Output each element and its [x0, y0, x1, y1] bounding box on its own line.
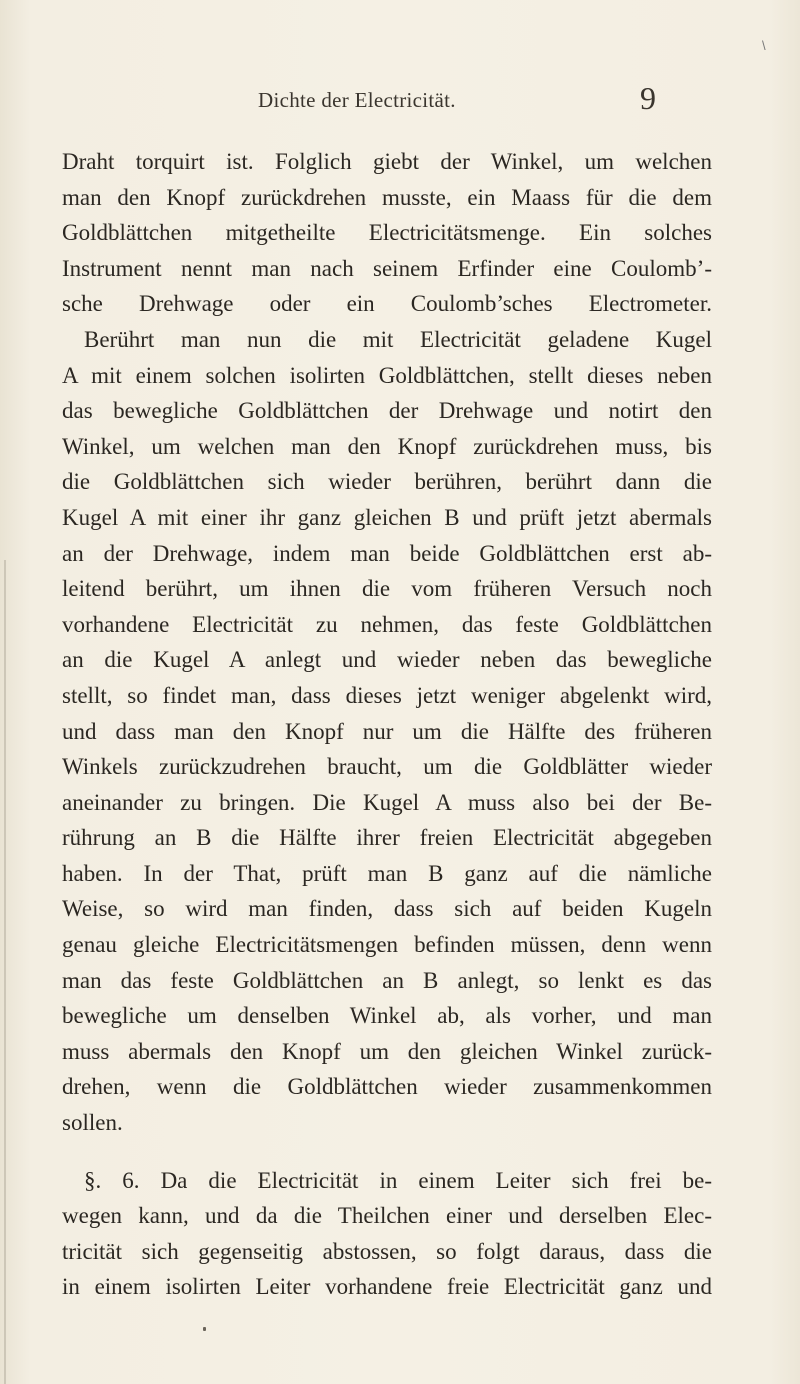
page-edge-shadow — [4, 560, 6, 1384]
page-number: 9 — [640, 80, 656, 116]
ink-speck — [203, 1327, 206, 1331]
running-title: Dichte der Electricität. — [258, 88, 456, 112]
text-line: §. 6. Da die Electricität in einem Leiter sich frei be- — [84, 1167, 712, 1193]
body-text — [62, 144, 712, 1305]
text-line: man den Knopf zurückdrehen musste, ein Maass für die dem — [62, 184, 712, 210]
paragraph-gap — [62, 1141, 712, 1163]
text-line: man das feste Goldblättchen an B anlegt, so lenkt es das — [62, 967, 712, 993]
paragraph-2 — [62, 322, 712, 1141]
text-line: Goldblättchen mitgetheilte Electricitätsmenge. Ein solches — [62, 220, 712, 246]
text-line: tricität sich gegenseitig abstossen, so folgt daraus, dass die — [62, 1238, 712, 1264]
text-line: Kugel A mit einer ihr ganz gleichen B und prüft jetzt abermals — [62, 504, 712, 530]
text-line: leitend berührt, um ihnen die vom früheren Versuch noch — [62, 576, 712, 602]
text-line: A mit einem solchen isolirten Goldblättchen, stellt dieses neben — [62, 362, 712, 388]
text-line: in einem isolirten Leiter vorhandene freie Electricität ganz und — [62, 1274, 712, 1300]
text-line: drehen, wenn die Goldblättchen wieder zusammenkommen — [62, 1074, 712, 1100]
text-line: bewegliche um denselben Winkel ab, als vorher, und man — [62, 1003, 712, 1029]
text-line: sollen. — [62, 1110, 123, 1136]
text-line: Weise, so wird man finden, dass sich auf beiden Kugeln — [62, 896, 712, 922]
corner-mark: \ — [762, 38, 766, 53]
text-line: wegen kann, und da die Theilchen einer und derselben Elec- — [62, 1203, 712, 1229]
text-line: stellt, so findet man, dass dieses jetzt weniger abgelenkt wird, — [62, 682, 712, 708]
text-line: Berührt man nun die mit Electricität geladene Kugel — [84, 326, 712, 352]
text-line: das bewegliche Goldblättchen der Drehwage und notirt den — [62, 398, 712, 424]
text-line: rührung an B die Hälfte ihrer freien Electricität abgegeben — [62, 825, 712, 851]
text-line: und dass man den Knopf nur um die Hälfte des früheren — [62, 718, 712, 744]
text-line: die Goldblättchen sich wieder berühren, berührt dann die — [62, 469, 712, 495]
paragraph-3 — [62, 1163, 712, 1305]
text-line: Winkels zurückzudrehen braucht, um die Goldblätter wieder — [62, 754, 712, 780]
text-line: vorhandene Electricität zu nehmen, das feste Goldblättchen — [62, 611, 712, 637]
text-line: genau gleiche Electricitätsmengen befinden müssen, denn wenn — [62, 932, 712, 958]
page-header — [0, 80, 800, 118]
text-line: Winkel, um welchen man den Knopf zurückdrehen muss, bis — [62, 433, 712, 459]
text-line: aneinander zu bringen. Die Kugel A muss also bei der Be- — [62, 789, 712, 815]
text-line: haben. In der That, prüft man B ganz auf die nämliche — [62, 860, 712, 886]
text-line: an der Drehwage, indem man beide Goldblättchen erst ab- — [62, 540, 712, 566]
text-line: an die Kugel A anlegt und wieder neben das bewegliche — [62, 647, 712, 673]
text-line: Instrument nennt man nach seinem Erfinder eine Coulomb’- — [62, 255, 712, 281]
text-line: muss abermals den Knopf um den gleichen Winkel zurück- — [62, 1038, 712, 1064]
text-line: sche Drehwage oder ein Coulomb’sches Electrometer. — [62, 291, 712, 317]
text-line: Draht torquirt ist. Folglich giebt der Winkel, um welchen — [62, 149, 712, 174]
paragraph-1 — [62, 144, 712, 322]
